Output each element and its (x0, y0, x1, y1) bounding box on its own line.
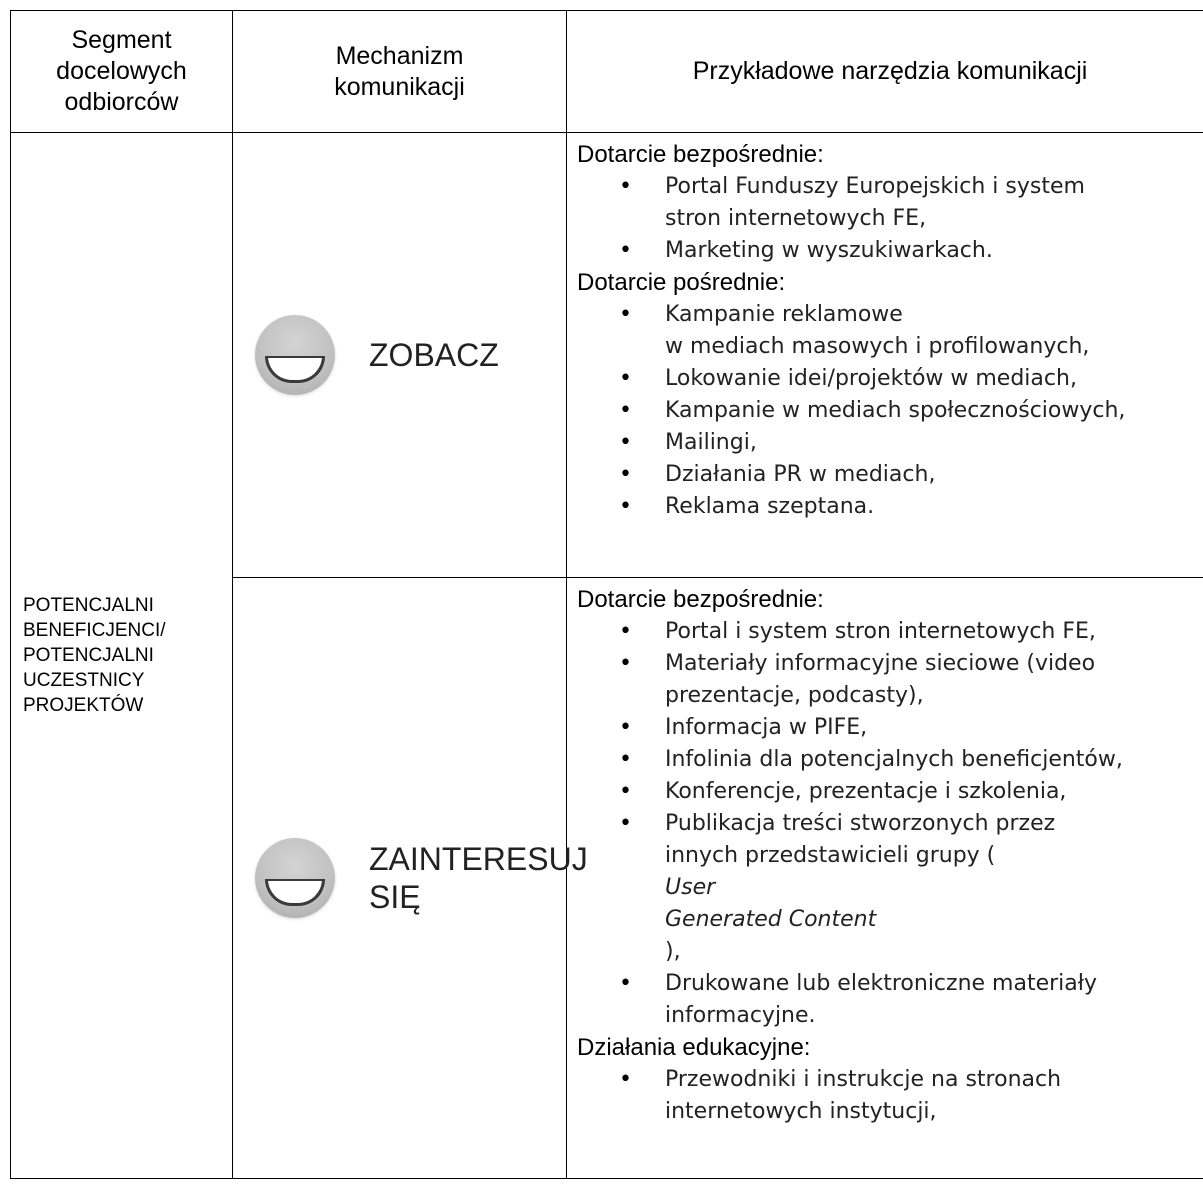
mechanism-label-line: ZOBACZ (369, 337, 499, 373)
list-item: • Materiały informacyjne sieciowe (video prezentacje, podcasty), (577, 648, 1203, 712)
section-title: Dotarcie bezpośrednie: (577, 586, 824, 613)
list-item: • Portal i system stron internetowych FE, (577, 616, 1203, 648)
tools-list (577, 171, 1203, 267)
header-mechanism (233, 11, 567, 133)
mechanism-cell-zainteresuj (233, 578, 588, 1179)
list-item: • Kampanie reklamowe w mediach masowych i profilowanych, (577, 299, 1203, 363)
segment-line: POTENCJALNI (23, 645, 154, 666)
tools-list (577, 1064, 1203, 1128)
mechanism-label (369, 840, 588, 916)
mechanism-label (369, 336, 499, 374)
header-mechanism-line: komunikacji (334, 72, 465, 101)
mechanism-zainteresuj (233, 838, 588, 918)
header-tools (567, 11, 1203, 133)
tools-cell-zainteresuj (567, 578, 1203, 1179)
segment-line: PROJEKTÓW (23, 695, 144, 716)
list-item: • Przewodniki i instrukcje na stronach internetowych instytucji, (577, 1064, 1203, 1128)
list-item: • Mailingi, (577, 427, 1203, 459)
list-item: • Lokowanie idei/projektów w mediach, (577, 363, 1203, 395)
section-title: Dotarcie bezpośrednie: (577, 141, 824, 168)
header-segment-line: Segment (71, 26, 172, 54)
tools-list (577, 299, 1203, 523)
list-item: • Drukowane lub elektroniczne materiały informacyjne. (577, 968, 1203, 1032)
row-zobacz (11, 133, 1203, 578)
section-title: Dotarcie pośrednie: (577, 269, 786, 296)
list-item: • Portal Funduszy Europejskich i system stron internetowych FE, (577, 171, 1203, 235)
mechanism-zobacz (233, 315, 566, 395)
communication-table (10, 10, 1203, 1179)
list-item: • Informacja w PIFE, (577, 712, 1203, 744)
header-segment (11, 11, 233, 133)
segment-cell (11, 133, 233, 1179)
list-item: • Kampanie w mediach społecznościowych, (577, 395, 1203, 427)
header-row (11, 11, 1203, 133)
header-mechanism-line: Mechanizm (335, 41, 464, 70)
header-segment-line: odbiorców (64, 88, 179, 116)
list-item: • Reklama szeptana. (577, 491, 1203, 523)
list-item: • Publikacja treści stworzonych przez innych przedstawicieli grupy ( User Generated Content ), (577, 808, 1203, 968)
smile-half-circle-icon (255, 315, 335, 395)
smile-half-circle-icon (255, 838, 335, 918)
header-tools-label: Przykładowe narzędzia komunikacji (692, 57, 1088, 85)
segment-line: BENEFICJENCI/ (23, 620, 166, 641)
list-item: • Działania PR w mediach, (577, 459, 1203, 491)
list-item: • Marketing w wyszukiwarkach. (577, 235, 1203, 267)
header-segment-line: docelowych (56, 57, 187, 85)
list-item: • Infolinia dla potencjalnych beneficjentów, (577, 744, 1203, 776)
section-title: Działania edukacyjne: (577, 1034, 811, 1061)
mechanism-cell-zobacz (233, 133, 567, 578)
tools-cell-zobacz (567, 133, 1203, 578)
segment-line: UCZESTNICY (23, 670, 145, 691)
list-item: • Konferencje, prezentacje i szkolenia, (577, 776, 1203, 808)
segment-line: POTENCJALNI (23, 595, 154, 616)
mechanism-label-line: SIĘ (369, 879, 421, 915)
tools-list (577, 616, 1203, 1032)
mechanism-label-line: ZAINTERESUJ (369, 841, 588, 877)
